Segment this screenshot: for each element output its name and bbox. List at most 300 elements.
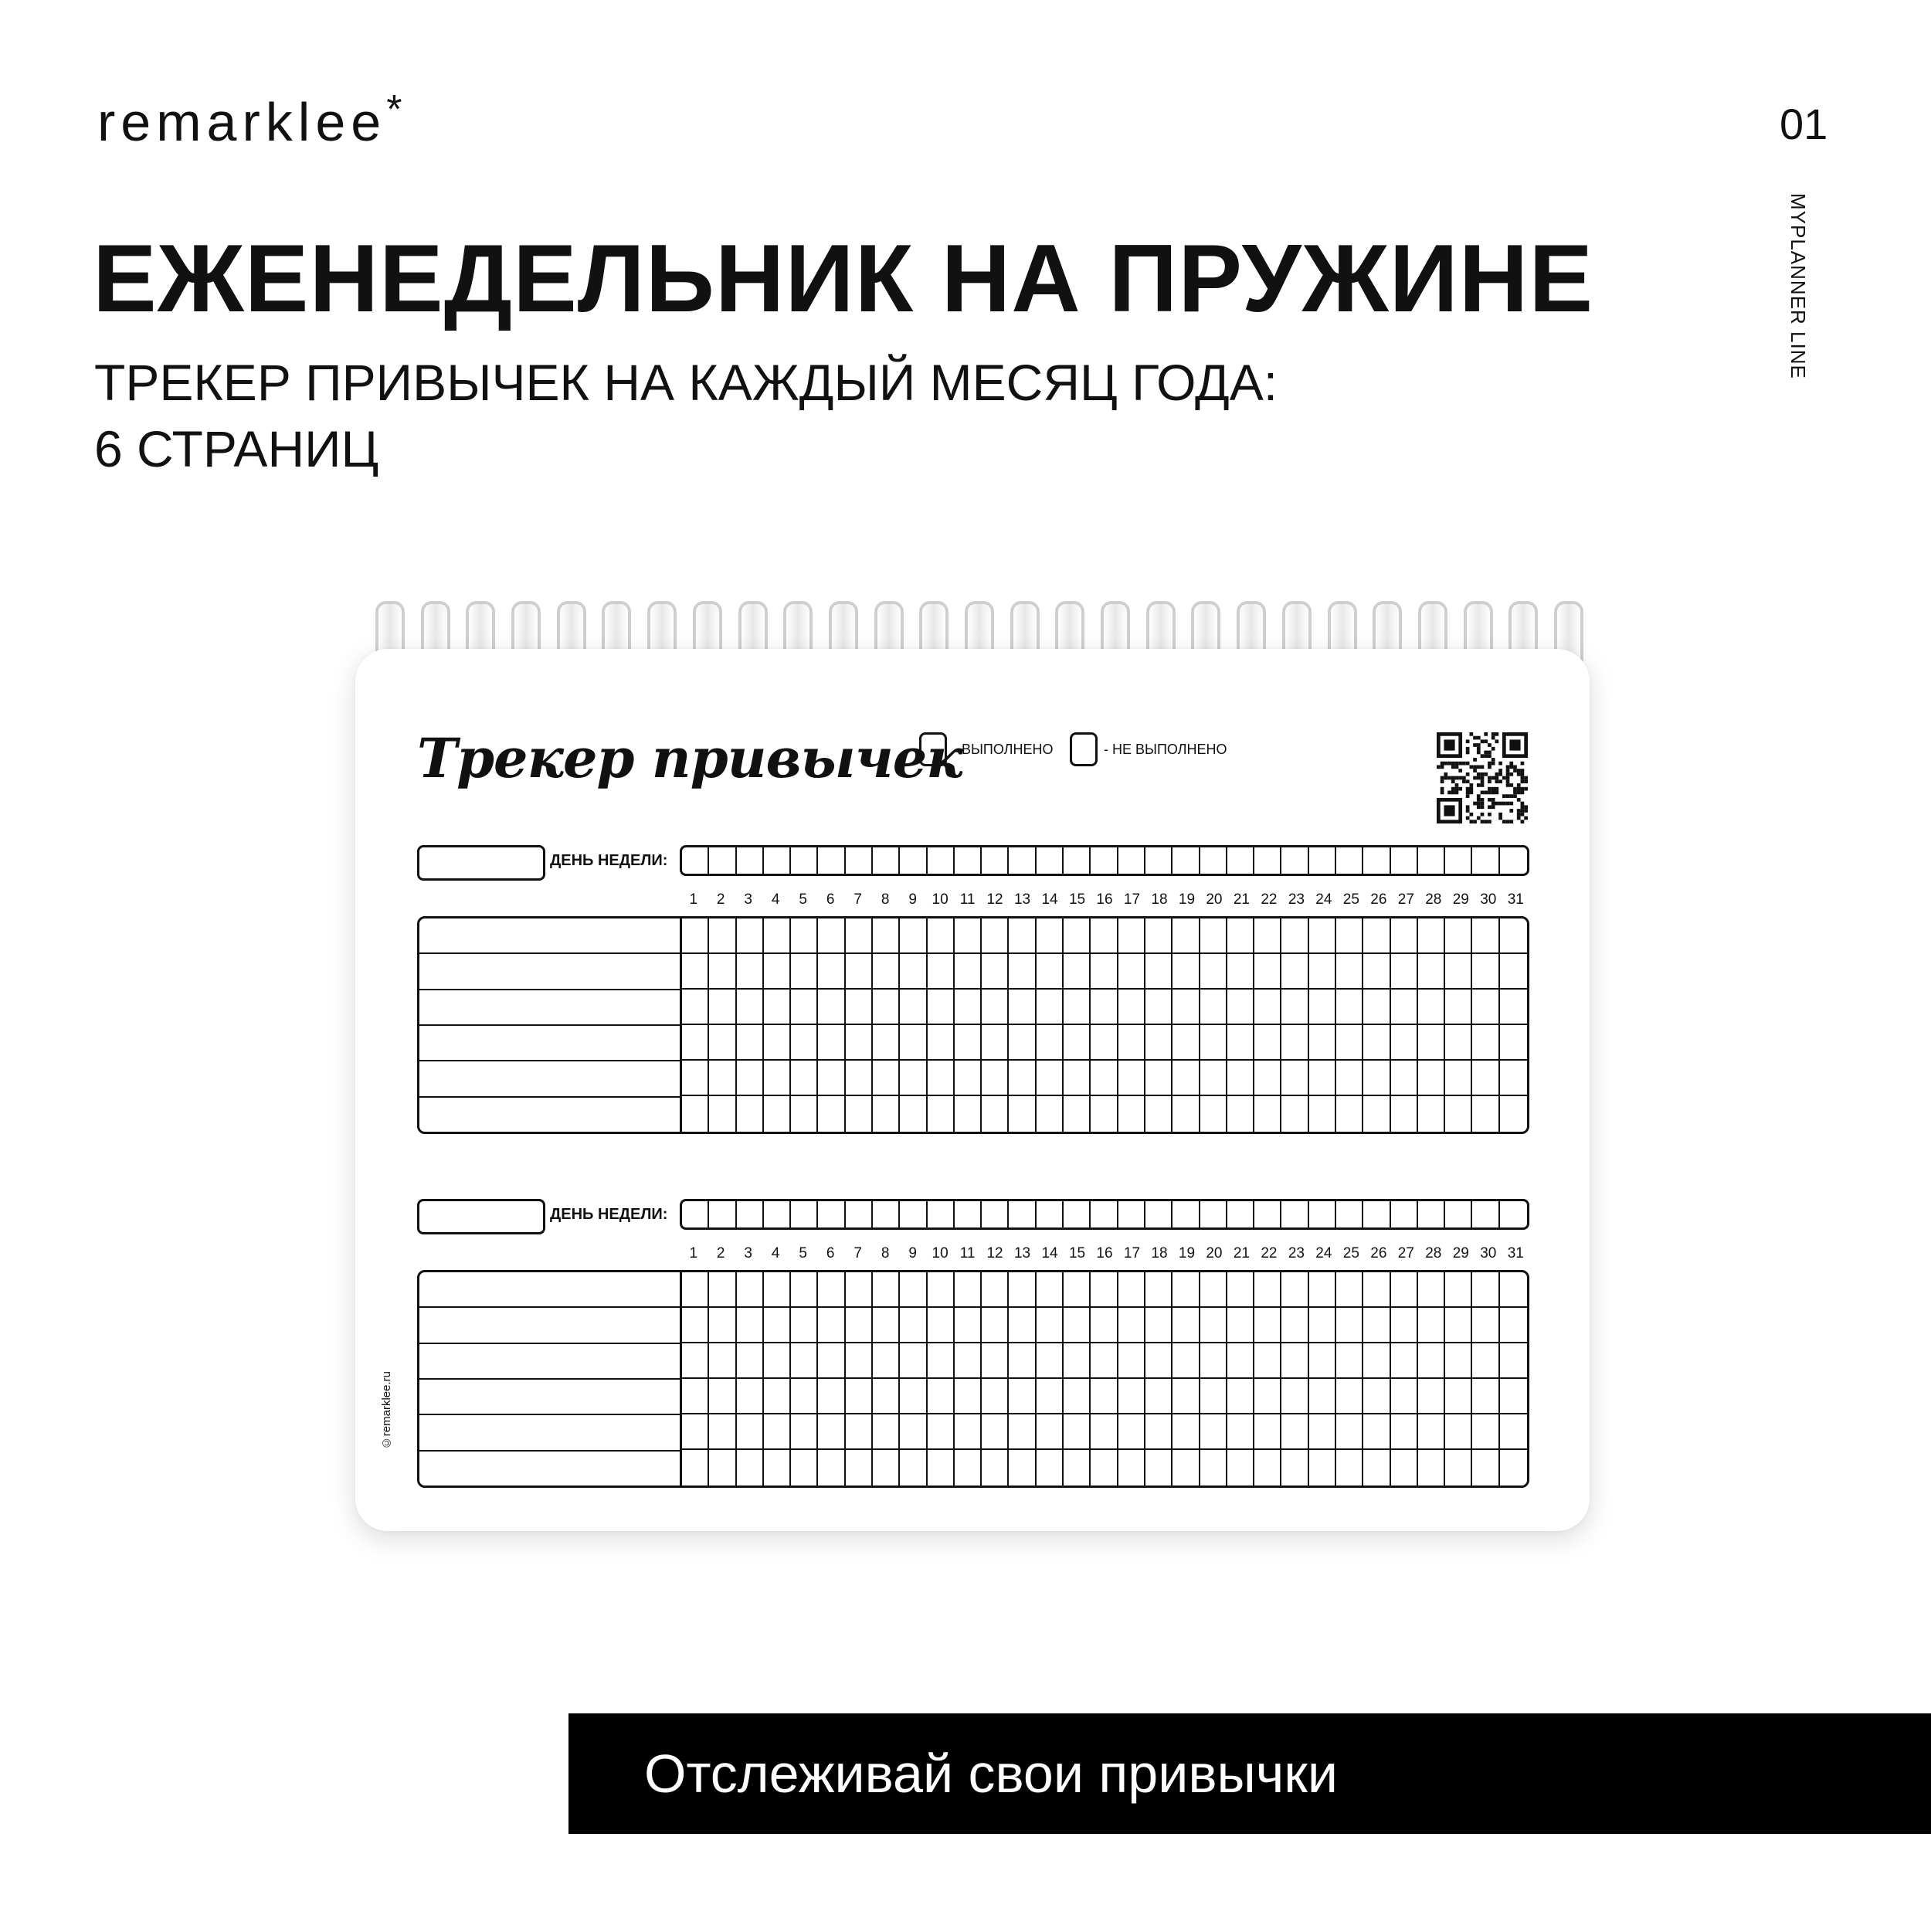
habit-name-cell [419, 1098, 680, 1132]
habit-check-cell [955, 1343, 982, 1379]
habit-check-cell [1445, 1025, 1472, 1061]
weekday-cell [1227, 1201, 1254, 1227]
habit-check-cell [1118, 918, 1145, 954]
day-number: 1 [689, 891, 698, 908]
habit-check-cell [1091, 990, 1118, 1025]
habit-check-cell [1445, 1450, 1472, 1486]
habit-check-cell [818, 1450, 845, 1486]
habit-check-cell [900, 1343, 927, 1379]
habit-check-cell [737, 1379, 764, 1414]
habit-check-cell [873, 1025, 900, 1061]
weekday-cell [1091, 1201, 1118, 1227]
habit-check-cell [1472, 1272, 1499, 1308]
habit-check-cell [1009, 990, 1036, 1025]
habit-check-cell [1281, 1379, 1308, 1414]
habit-check-cell [1309, 1025, 1336, 1061]
habit-check-cell [982, 954, 1009, 990]
habit-check-cell [1173, 918, 1200, 954]
day-number: 4 [771, 1245, 780, 1261]
habit-check-cell [818, 918, 845, 954]
habit-check-cell [1309, 1450, 1336, 1486]
habit-check-cell [1309, 1343, 1336, 1379]
weekday-cell [873, 1201, 900, 1227]
habit-check-cell [791, 1450, 818, 1486]
habit-check-cell [1445, 1379, 1472, 1414]
habit-check-cell [846, 918, 873, 954]
habit-check-cell [1091, 1343, 1118, 1379]
habit-check-cell [1418, 1096, 1445, 1132]
habit-check-cell [737, 1272, 764, 1308]
habit-check-cell [1363, 1343, 1390, 1379]
day-number: 22 [1261, 1245, 1278, 1261]
habit-check-cell [1336, 918, 1363, 954]
day-number: 15 [1068, 1245, 1086, 1261]
weekday-cell [1118, 1201, 1145, 1227]
habit-check-cell [1118, 1025, 1145, 1061]
day-number: 10 [932, 891, 949, 908]
habit-check-cell [1391, 1061, 1418, 1096]
habit-check-cell [1500, 1272, 1527, 1308]
day-number: 6 [826, 1245, 835, 1261]
habit-check-cell [928, 1096, 955, 1132]
day-number: 25 [1342, 1245, 1359, 1261]
habit-check-cell [955, 1450, 982, 1486]
habit-check-cell [1064, 1414, 1091, 1450]
habit-check-cell [1336, 1025, 1363, 1061]
habit-check-cell [1009, 1308, 1036, 1343]
day-number: 18 [1151, 891, 1168, 908]
habit-check-cell [873, 1450, 900, 1486]
habit-check-cell [1363, 1272, 1390, 1308]
habit-check-cell [1064, 1308, 1091, 1343]
habit-check-cell [1227, 1025, 1254, 1061]
habit-check-cell [1391, 918, 1418, 954]
habit-check-cell [928, 1379, 955, 1414]
habit-check-cell [1472, 1414, 1499, 1450]
habit-check-cell [982, 1450, 1009, 1486]
weekday-cell [1254, 1201, 1281, 1227]
habit-check-cell [1254, 1061, 1281, 1096]
habit-check-cell [1445, 990, 1472, 1025]
subheadline-line-2: 6 СТРАНИЦ [94, 420, 379, 477]
habit-check-cell [1064, 1343, 1091, 1379]
habit-check-cell [1009, 1025, 1036, 1061]
copyright-text: ©remarklee.ru [380, 1371, 393, 1450]
habit-check-cell [1009, 1379, 1036, 1414]
weekday-cell [846, 847, 873, 874]
habit-check-cell [1391, 1308, 1418, 1343]
weekday-cell [1309, 1201, 1336, 1227]
habit-check-cell [1118, 1308, 1145, 1343]
weekday-cell [1363, 1201, 1390, 1227]
habit-check-cell [1281, 954, 1308, 990]
habit-check-cell [682, 1025, 709, 1061]
habit-check-cell [1118, 1450, 1145, 1486]
habit-check-cell [1145, 1379, 1173, 1414]
habit-check-cell [1500, 1379, 1527, 1414]
habit-check-cell [873, 1308, 900, 1343]
habit-check-cell [764, 1450, 791, 1486]
weekday-cell [709, 1201, 736, 1227]
habit-check-cell [682, 1450, 709, 1486]
habit-check-cell [1418, 1272, 1445, 1308]
habit-check-cell [1500, 990, 1527, 1025]
habit-name-cell [419, 918, 680, 954]
habit-check-cell [1173, 1414, 1200, 1450]
habit-check-cell [1391, 1414, 1418, 1450]
habit-check-cell [1037, 1096, 1064, 1132]
habit-check-cell [1200, 1343, 1227, 1379]
habit-check-cell [1227, 1308, 1254, 1343]
habit-check-cell [1200, 1450, 1227, 1486]
habit-check-cell [1227, 1096, 1254, 1132]
day-number: 24 [1315, 1245, 1332, 1261]
habit-check-cell [1418, 990, 1445, 1025]
habit-check-cell [1500, 954, 1527, 990]
habit-check-cell [1418, 1343, 1445, 1379]
habit-check-cell [764, 990, 791, 1025]
habit-check-cell [1254, 1025, 1281, 1061]
habit-check-cell [1091, 1061, 1118, 1096]
habit-check-cell [1064, 1061, 1091, 1096]
habit-check-cell [1091, 1379, 1118, 1414]
habit-check-cell [1391, 954, 1418, 990]
habit-check-cell [873, 1061, 900, 1096]
day-number: 9 [908, 1245, 917, 1261]
day-number: 1 [689, 1245, 698, 1261]
habit-check-cell [1336, 1308, 1363, 1343]
weekday-cell [846, 1201, 873, 1227]
habit-check-cell [1500, 1414, 1527, 1450]
habit-check-cell [900, 1272, 927, 1308]
habit-check-cell [873, 1379, 900, 1414]
habit-check-cell [1363, 1414, 1390, 1450]
habit-check-cell [1118, 1379, 1145, 1414]
weekday-cell [1064, 847, 1091, 874]
page-number: 01 [1780, 100, 1828, 148]
habit-check-cell [1445, 1308, 1472, 1343]
habit-check-cell [709, 1414, 736, 1450]
habit-check-cell [1064, 1379, 1091, 1414]
habit-check-cell [818, 1272, 845, 1308]
habit-check-cell [1118, 1061, 1145, 1096]
habit-check-cell [955, 990, 982, 1025]
notebook-image [355, 649, 1590, 1531]
day-number: 10 [932, 1245, 949, 1261]
habit-check-cell [737, 954, 764, 990]
habit-check-cell [1091, 1450, 1118, 1486]
habit-check-cell [1173, 1450, 1200, 1486]
habit-check-cell [928, 1272, 955, 1308]
weekday-cell [982, 1201, 1009, 1227]
habit-check-cell [818, 1308, 845, 1343]
habit-check-cell [1227, 1414, 1254, 1450]
weekday-cell [928, 1201, 955, 1227]
habit-check-cell [1472, 990, 1499, 1025]
habit-check-cell [1037, 954, 1064, 990]
habit-check-cell [818, 1025, 845, 1061]
habit-check-cell [1363, 1061, 1390, 1096]
habit-check-cell [982, 990, 1009, 1025]
habit-check-cell [1472, 918, 1499, 954]
habit-check-cell [1145, 1061, 1173, 1096]
weekday-cell [1472, 1201, 1499, 1227]
day-number: 24 [1315, 891, 1332, 908]
habit-check-cell [873, 1272, 900, 1308]
habit-check-cell [709, 954, 736, 990]
habit-check-cell [682, 1272, 709, 1308]
habit-check-cell [1391, 1343, 1418, 1379]
weekday-cell [764, 847, 791, 874]
day-number: 30 [1480, 1245, 1497, 1261]
habit-check-cell [928, 1308, 955, 1343]
habit-check-cell [1064, 1096, 1091, 1132]
habit-check-cell [764, 1414, 791, 1450]
habit-check-cell [1227, 1343, 1254, 1379]
habit-check-cell [982, 1308, 1009, 1343]
habit-check-cell [1391, 990, 1418, 1025]
habit-check-cell [1037, 990, 1064, 1025]
weekday-cell [1500, 847, 1527, 874]
habit-check-cell [1418, 1308, 1445, 1343]
day-number: 27 [1397, 1245, 1414, 1261]
day-number: 31 [1507, 891, 1524, 908]
habit-check-cell [846, 990, 873, 1025]
weekday-cell [1472, 847, 1499, 874]
weekday-cell [1173, 1201, 1200, 1227]
weekday-cell [928, 847, 955, 874]
weekday-cell [1445, 847, 1472, 874]
habit-check-cell [1200, 918, 1227, 954]
habit-name-cell [419, 954, 680, 990]
habit-check-cell [1500, 918, 1527, 954]
habit-check-cell [982, 1061, 1009, 1096]
habit-check-cell [764, 1272, 791, 1308]
habit-check-cell [682, 1343, 709, 1379]
weekday-cell [982, 847, 1009, 874]
habit-check-cell [900, 954, 927, 990]
habit-check-cell [1281, 918, 1308, 954]
habit-check-cell [1418, 1025, 1445, 1061]
day-number: 14 [1041, 1245, 1058, 1261]
habit-check-cell [1445, 954, 1472, 990]
habit-check-cell [1472, 1025, 1499, 1061]
habit-check-cell [737, 1061, 764, 1096]
habit-check-cell [1091, 1272, 1118, 1308]
habit-check-cell [764, 1308, 791, 1343]
habit-check-cell [1363, 1025, 1390, 1061]
habit-check-cell [1227, 1450, 1254, 1486]
habit-check-cell [846, 954, 873, 990]
weekday-label: ДЕНЬ НЕДЕЛИ: [550, 1206, 668, 1223]
habit-check-cell [818, 1379, 845, 1414]
habit-check-cell [1173, 1343, 1200, 1379]
habit-check-cell [737, 1343, 764, 1379]
day-number: 9 [908, 891, 917, 908]
habit-name-cell [419, 1344, 680, 1380]
habit-name-cell [419, 1415, 680, 1451]
weekday-cell [1391, 1201, 1418, 1227]
month-name-box [417, 845, 545, 881]
habit-check-cell [1091, 918, 1118, 954]
habit-check-cell [846, 1414, 873, 1450]
weekday-cell [1445, 1201, 1472, 1227]
habit-check-cell [791, 918, 818, 954]
weekday-cell [900, 847, 927, 874]
habit-check-cell [764, 1379, 791, 1414]
side-label: MYPLANNER LINE [1787, 193, 1810, 379]
habit-check-cell [791, 1414, 818, 1450]
day-number: 16 [1096, 891, 1113, 908]
habit-check-cell [1145, 1025, 1173, 1061]
habit-check-cell [928, 1414, 955, 1450]
subheadline-line-1: ТРЕКЕР ПРИВЫЧЕК НА КАЖДЫЙ МЕСЯЦ ГОДА: [94, 354, 1278, 411]
weekday-cell [1254, 847, 1281, 874]
habit-check-cell [1037, 1379, 1064, 1414]
day-number: 8 [881, 891, 890, 908]
habit-check-cell [1254, 990, 1281, 1025]
habit-check-cell [1281, 1414, 1308, 1450]
habit-name-column [419, 1272, 682, 1486]
day-number: 17 [1123, 1245, 1141, 1261]
habit-check-cell [1009, 1272, 1036, 1308]
weekday-cell [1145, 1201, 1173, 1227]
weekday-cell [1064, 1201, 1091, 1227]
weekday-cell [1281, 1201, 1308, 1227]
habit-check-cell [709, 1096, 736, 1132]
legend-not-done-box [1070, 732, 1098, 766]
day-number: 19 [1178, 1245, 1196, 1261]
habit-check-cell [1445, 1272, 1472, 1308]
habit-check-cell [1281, 1025, 1308, 1061]
day-number: 21 [1233, 891, 1250, 908]
habit-check-cell [1418, 954, 1445, 990]
habit-check-cell [1200, 1272, 1227, 1308]
habit-check-cell [1091, 1096, 1118, 1132]
habit-check-cell [873, 918, 900, 954]
habit-check-cell [709, 1272, 736, 1308]
habit-check-cell [709, 1343, 736, 1379]
day-number: 5 [799, 1245, 807, 1261]
habit-check-cell [1254, 1272, 1281, 1308]
weekday-cell [1037, 1201, 1064, 1227]
habit-check-cell [1064, 990, 1091, 1025]
habit-check-cell [900, 1061, 927, 1096]
habit-name-cell [419, 1308, 680, 1343]
habit-check-cell [1472, 1308, 1499, 1343]
habit-check-cell [791, 1343, 818, 1379]
habit-check-cell [1254, 1308, 1281, 1343]
habit-check-cell [1309, 954, 1336, 990]
habit-check-cell [791, 1379, 818, 1414]
habit-check-cell [955, 1025, 982, 1061]
habit-check-cell [1309, 1414, 1336, 1450]
habit-check-cell [682, 1414, 709, 1450]
habit-check-cell [1200, 1308, 1227, 1343]
habit-check-cell [1037, 1450, 1064, 1486]
habit-check-cell [1091, 1308, 1118, 1343]
habit-check-cell [846, 1061, 873, 1096]
habit-check-cell [955, 1061, 982, 1096]
habit-name-cell [419, 1272, 680, 1308]
weekday-cell [955, 1201, 982, 1227]
habit-check-cell [1418, 1414, 1445, 1450]
habit-check-cell [682, 954, 709, 990]
habit-check-cell [1309, 1096, 1336, 1132]
habit-check-cell [1173, 1025, 1200, 1061]
day-number: 20 [1206, 891, 1223, 908]
habit-check-cell [1091, 1025, 1118, 1061]
habit-check-cell [1064, 1450, 1091, 1486]
habit-check-cell [900, 1379, 927, 1414]
weekday-cell [791, 1201, 818, 1227]
habit-check-cell [1145, 1096, 1173, 1132]
habit-check-cell [1336, 1379, 1363, 1414]
habit-check-cell [1009, 954, 1036, 990]
day-number: 27 [1397, 891, 1414, 908]
habit-check-cell [873, 990, 900, 1025]
habit-check-cell [818, 1061, 845, 1096]
habit-check-cell [846, 1025, 873, 1061]
habit-check-cell [764, 1343, 791, 1379]
habit-check-cell [1118, 954, 1145, 990]
habit-check-cell [1145, 1450, 1173, 1486]
habit-check-cell [1336, 1343, 1363, 1379]
habit-check-cell [1145, 1414, 1173, 1450]
habit-check-cell [846, 1308, 873, 1343]
weekday-cell [1091, 847, 1118, 874]
habit-check-cell [1200, 1096, 1227, 1132]
habit-check-cell [764, 1096, 791, 1132]
weekday-cell [764, 1201, 791, 1227]
habit-check-cell [1281, 1096, 1308, 1132]
habit-check-cell [928, 1025, 955, 1061]
habit-check-cell [1118, 990, 1145, 1025]
weekday-cell [1173, 847, 1200, 874]
weekday-cell [1418, 847, 1445, 874]
habit-check-cell [1445, 1414, 1472, 1450]
habit-check-cell [928, 954, 955, 990]
day-number: 7 [854, 1245, 862, 1261]
day-number: 30 [1480, 891, 1497, 908]
habit-check-cell [1200, 1414, 1227, 1450]
weekday-cell [737, 1201, 764, 1227]
habit-check-cell [1009, 1061, 1036, 1096]
habit-check-cell [846, 1343, 873, 1379]
habit-check-cell [1391, 1379, 1418, 1414]
habit-check-cell [737, 1414, 764, 1450]
habit-check-cell [818, 1096, 845, 1132]
habit-check-cell [1281, 1272, 1308, 1308]
habit-check-cell [1309, 1379, 1336, 1414]
habit-check-cell [873, 1096, 900, 1132]
tracker-title: Трекер привычек [417, 726, 962, 790]
month-name-box [417, 1199, 545, 1234]
habit-check-cell [1200, 954, 1227, 990]
habit-check-cell [1309, 990, 1336, 1025]
habit-check-cell [737, 1025, 764, 1061]
legend-done-label: - ВЫПОЛНЕНО [953, 741, 1054, 757]
habit-check-cell [1037, 1272, 1064, 1308]
habit-check-cell [1445, 918, 1472, 954]
weekday-cell [873, 847, 900, 874]
habit-check-cell [955, 1308, 982, 1343]
day-number: 13 [1013, 1245, 1031, 1261]
habit-check-cell [846, 1450, 873, 1486]
habit-check-cell [1418, 1061, 1445, 1096]
habit-check-cell [873, 1343, 900, 1379]
habit-check-cell [1500, 1025, 1527, 1061]
